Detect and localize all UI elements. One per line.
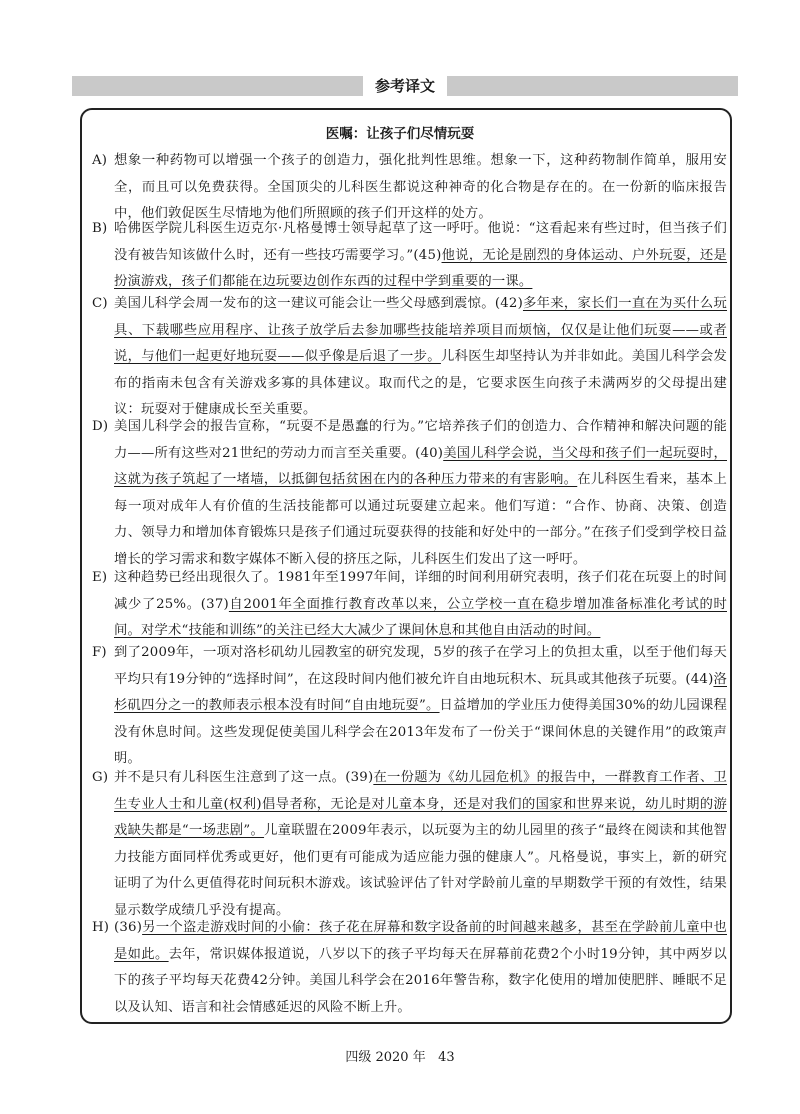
paragraph-letter: B) xyxy=(92,221,108,236)
paragraph-text: 美国儿科学会的报告宣称，“玩耍不是愚蠢的行为。”它培养孩子们的创造力、合作精神和解决问题的能力——所有这些对21世纪的劳动力而言至关重要。(40) xyxy=(114,419,727,461)
paragraph-text: 哈佛医学院儿科医生迈克尔·凡格曼博士领导起草了这一呼吁。他说：“这看起来有些过时，但当孩子们没有被告知该做什么时，还有一些技巧需要学习。”(45) xyxy=(114,221,727,263)
paragraph-text: (36) xyxy=(114,920,143,935)
page-footer xyxy=(0,1046,800,1065)
underlined-sentence: 另一个盗走游戏时间的小偷：孩子花在屏幕和数字设备前的时间越来越多，甚至在学龄前儿童中也是如此。 xyxy=(114,920,727,962)
section-header-bar xyxy=(72,76,738,96)
paragraph-text: 这种趋势已经出现很久了。1981年至1997年间，详细的时间利用研究表明，孩子们花在玩耍上的时间减少了25%。(37) xyxy=(114,570,727,612)
section-title: 参考译文 xyxy=(363,76,447,96)
paragraph-text-tail: 去年，常识媒体报道说，八岁以下的孩子平均每天在屏幕前花费2个小时19分钟，其中两岁以下的孩子平均每天花费42分钟。美国儿科学会在2016年警告称，数字化使用的增加使肥胖、睡眠不足以及认知、语言和社会情感延迟的风险不断上升。 xyxy=(114,946,727,1015)
paragraph-letter: E) xyxy=(92,570,108,585)
paragraph-letter: F) xyxy=(92,645,107,660)
paragraph-h xyxy=(92,915,727,1021)
paragraph-text-tail: 在儿科医生看来，基本上每一项对成年人有价值的生活技能都可以通过玩耍建立起来。他们写道：“合作、协商、决策、创造力、领导力和增加体育锻炼只是孩子们通过玩耍获得的技能和好处中的一部分。”在孩子们受到学校日益增长的学习需求和数字媒体不断入侵的挤压之际，儿科医生们发出了这一呼吁。 xyxy=(114,472,727,567)
paragraph-c xyxy=(92,291,727,424)
paragraph-letter: G) xyxy=(92,770,109,785)
underlined-sentence: 自2001年全面推行教育改革以来，公立学校一直在稳步增加准备标准化考试的时间。对学术“技能和训练”的关注已经大大减少了课间休息和其他自由活动的时间。 xyxy=(114,596,727,639)
paragraph-b xyxy=(92,216,727,296)
paragraph-text: 到了2009年，一项对洛杉矶幼儿园教室的研究发现，5岁的孩子在学习上的负担太重，以至于他们每天平均只有19分钟的“选择时间”，在这段时间内他们被允许自由地玩积木、玩具或其他孩子玩要。(44) xyxy=(114,645,727,687)
paragraph-d xyxy=(92,414,727,574)
underlined-sentence: 美国儿科学会说，当父母和孩子们一起玩耍时，这就为孩子筑起了一堵墙，以抵御包括贫困在内的各种压力带来的有害影响。 xyxy=(114,445,727,488)
paragraph-g xyxy=(92,765,727,925)
page-number: 43 xyxy=(438,1050,455,1065)
underlined-sentence: 洛杉矶四分之一的教师表示根本没有时间“自由地玩耍”。 xyxy=(114,671,727,714)
underlined-sentence: 多年来，家长们一直在为买什么玩具、下载哪些应用程序、让孩子放学后去参加哪些技能培养项目而烦恼，仅仅是让他们玩耍——或者说，与他们一起更好地玩耍——似乎像是后退了一步。 xyxy=(114,296,728,365)
paragraph-text: 美国儿科学会周一发布的这一建议可能会让一些父母感到震惊。(42) xyxy=(114,296,523,311)
paragraph-f xyxy=(92,640,727,773)
paragraph-text-tail: 儿科医生却坚持认为并非如此。美国儿科学会发布的指南未包含有关游戏多寡的具体建议。取而代之的是，它要求医生向孩子未满两岁的父母提出建议：玩耍对于健康成长至关重要。 xyxy=(114,349,727,418)
underlined-sentence: 在一份题为《幼儿园危机》的报告中，一群教育工作者、卫生专业人士和儿童(权利)倡导者称，无论是对儿童本身，还是对我们的国家和世界来说，幼儿时期的游戏缺失都是“一场悲剧”。 xyxy=(114,770,728,839)
paragraph-text-tail: 日益增加的学业压力使得美国30%的幼儿园课程没有休息时间。这些发现促使美国儿科学会在2013年发布了一份关于“课间休息的关键作用”的政策声明。 xyxy=(114,698,727,767)
paragraph-letter: A) xyxy=(92,153,108,168)
paragraph-text: 想象一种药物可以增强一个孩子的创造力，强化批判性思维。想象一下，这种药物制作简单，服用安全，而且可以免费获得。全国顶尖的儿科医生都说这种神奇的化合物是存在的。在一份新的临床报告中，他们敦促医生尽情地为他们所照顾的孩子们开这样的处方。 xyxy=(114,153,727,222)
paragraph-letter: H) xyxy=(92,920,110,935)
footer-label: 四级 2020 年 xyxy=(345,1050,426,1065)
paragraph-text: 并不是只有儿科医生注意到了这一点。(39) xyxy=(114,770,374,785)
article-title: 医嘱：让孩子们尽情玩耍 xyxy=(325,126,475,142)
underlined-sentence: 他说，无论是剧烈的身体运动、户外玩耍，还是扮演游戏，孩子们都能在边玩要边创作东西的过程中学到重要的一课。 xyxy=(114,247,728,290)
paragraph-letter: D) xyxy=(92,419,109,434)
paragraph-text-tail: 儿童联盟在2009年表示，以玩耍为主的幼儿园里的孩子“最终在阅读和其他智力技能方面同样优秀或更好，他们更有可能成为适应能力强的健康人”。凡格曼说，事实上，新的研究证明了为什么更值得花时间玩积木游戏。该试验评估了针对学龄前儿童的早期数学干预的有效性，结果显示数学成绩几乎没有提高。 xyxy=(114,823,727,918)
paragraph-letter: C) xyxy=(92,296,108,311)
paragraph-e xyxy=(92,565,727,645)
